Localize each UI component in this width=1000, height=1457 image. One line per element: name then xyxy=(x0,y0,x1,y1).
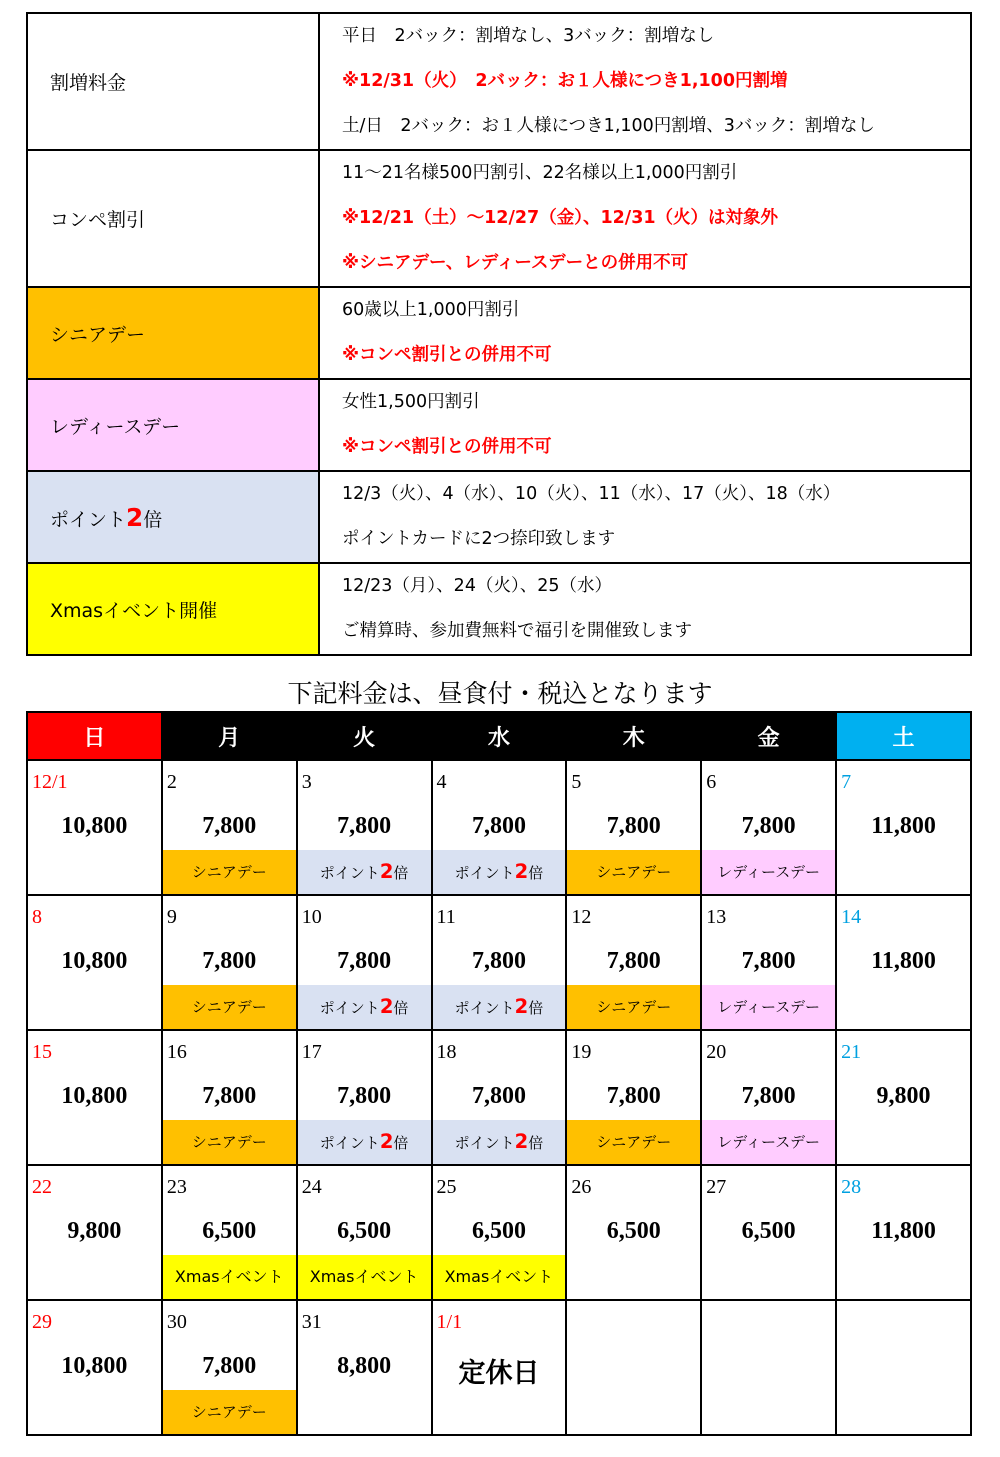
info-line: ポイントカードに2つ捺印致します xyxy=(342,529,616,549)
day-cell xyxy=(837,761,970,894)
calendar-day xyxy=(162,895,297,1030)
calendar-day xyxy=(27,1300,162,1435)
day-number: 20 xyxy=(706,1041,727,1063)
day-price: 10,800 xyxy=(61,1083,128,1109)
day-number: 31 xyxy=(301,1311,322,1333)
weekday-6: 土 xyxy=(836,712,971,760)
event-text: 倍 xyxy=(528,999,544,1017)
calendar-day xyxy=(162,1165,297,1300)
calendar-day xyxy=(432,1300,567,1435)
info-row xyxy=(27,471,971,563)
calendar-day xyxy=(836,760,971,895)
day-cell xyxy=(28,1031,161,1164)
day-number: 7 xyxy=(841,771,852,793)
calendar-day xyxy=(566,895,701,1030)
event-senior: シニアデー xyxy=(567,1120,700,1164)
day-cell xyxy=(433,761,566,894)
day-price: 7,800 xyxy=(741,948,796,974)
calendar-day xyxy=(701,1030,836,1165)
event-text: 倍 xyxy=(393,1134,409,1152)
day-number: 6 xyxy=(706,771,717,793)
event-number: 2 xyxy=(514,1130,529,1153)
info-line: 60歳以上1,000円割引 xyxy=(342,300,520,320)
day-number: 1/1 xyxy=(436,1311,463,1333)
day-cell xyxy=(28,1301,161,1434)
day-cell xyxy=(433,896,566,1029)
day-price: 9,800 xyxy=(67,1218,122,1244)
calendar-day xyxy=(297,760,432,895)
day-price: 11,800 xyxy=(871,948,936,974)
day-cell xyxy=(567,1301,700,1434)
day-price: 7,800 xyxy=(202,813,257,839)
day-cell xyxy=(702,1301,835,1434)
calendar-day xyxy=(297,895,432,1030)
calendar-day xyxy=(701,1165,836,1300)
event-senior: シニアデー xyxy=(163,1120,296,1164)
info-content xyxy=(319,379,971,471)
info-note: ※12/31（火） 2バック：お１人様につき1,100円割増 xyxy=(342,71,788,91)
day-number: 29 xyxy=(32,1311,52,1333)
day-cell xyxy=(298,1301,431,1434)
event-text: ポイント xyxy=(319,1134,380,1152)
day-number: 27 xyxy=(706,1176,727,1198)
info-line: 11～21名様500円割引、22名様以上1,000円割引 xyxy=(342,163,738,183)
day-cell xyxy=(433,1166,566,1299)
info-line: 土/日 2バック：お１人様につき1,100円割増、3バック：割増なし xyxy=(342,116,875,136)
day-number: 8 xyxy=(32,906,42,928)
info-content xyxy=(319,287,971,379)
day-price: 10,800 xyxy=(61,948,128,974)
info-note: ※コンペ割引との併用不可 xyxy=(342,437,552,457)
day-price: 7,800 xyxy=(337,1083,392,1109)
event-text: ポイント xyxy=(319,864,380,882)
day-number: 22 xyxy=(32,1176,52,1198)
calendar-week xyxy=(27,1165,971,1300)
weekday-2: 火 xyxy=(297,712,432,760)
day-price: 7,800 xyxy=(606,1083,661,1109)
event-point xyxy=(298,1120,431,1164)
event-number: 2 xyxy=(514,995,529,1018)
calendar-day xyxy=(566,760,701,895)
event-point xyxy=(433,985,566,1029)
day-number: 12/1 xyxy=(32,771,68,793)
info-label: 割増料金 xyxy=(27,13,319,150)
calendar-day xyxy=(836,895,971,1030)
event-senior: シニアデー xyxy=(163,985,296,1029)
event-text: 倍 xyxy=(528,864,544,882)
day-cell xyxy=(298,896,431,1029)
calendar-day xyxy=(566,1030,701,1165)
day-cell xyxy=(163,1301,296,1434)
day-price: 7,800 xyxy=(471,813,526,839)
day-number: 26 xyxy=(571,1176,592,1198)
calendar-day xyxy=(27,760,162,895)
info-label: シニアデー xyxy=(27,287,319,379)
info-content xyxy=(319,471,971,563)
weekday-0: 日 xyxy=(27,712,162,760)
calendar-week xyxy=(27,1030,971,1165)
calendar-day xyxy=(162,1300,297,1435)
calendar-day xyxy=(836,1300,971,1435)
info-line: 平日 2バック：割増なし、3バック：割増なし xyxy=(342,26,715,46)
day-number: 28 xyxy=(841,1176,862,1198)
day-price: 6,500 xyxy=(471,1218,526,1244)
info-note: ※シニアデー、レディースデーとの併用不可 xyxy=(342,253,689,273)
info-row xyxy=(27,563,971,655)
event-senior: シニアデー xyxy=(567,850,700,894)
info-line: ご精算時、参加費無料で福引を開催致します xyxy=(342,621,692,641)
day-price: 7,800 xyxy=(741,813,796,839)
info-note: ※12/21（土）～12/27（金）、12/31（火）は対象外 xyxy=(342,208,779,228)
info-row xyxy=(27,287,971,379)
day-number: 3 xyxy=(301,771,312,793)
info-row xyxy=(27,379,971,471)
calendar-day xyxy=(701,1300,836,1435)
calendar-day xyxy=(836,1030,971,1165)
day-number: 18 xyxy=(436,1041,457,1063)
calendar-day xyxy=(566,1165,701,1300)
info-label xyxy=(27,471,319,563)
day-price: 11,800 xyxy=(871,813,936,839)
day-cell xyxy=(163,1031,296,1164)
day-cell xyxy=(837,896,970,1029)
calendar-day xyxy=(297,1300,432,1435)
day-cell xyxy=(567,1031,700,1164)
day-price: 7,800 xyxy=(337,813,392,839)
event-text: ポイント xyxy=(454,864,515,882)
day-price: 7,800 xyxy=(202,1083,257,1109)
day-price: 6,500 xyxy=(202,1218,257,1244)
day-number: 19 xyxy=(571,1041,592,1063)
event-senior: シニアデー xyxy=(567,985,700,1029)
calendar-day xyxy=(27,1165,162,1300)
event-text: ポイント xyxy=(319,999,380,1017)
day-cell xyxy=(837,1301,970,1434)
calendar-day xyxy=(432,895,567,1030)
event-number: 2 xyxy=(379,995,394,1018)
calendar-day xyxy=(836,1165,971,1300)
event-number: 2 xyxy=(379,1130,394,1153)
calendar-day xyxy=(297,1030,432,1165)
info-line: 女性1,500円割引 xyxy=(342,392,480,412)
day-price: 7,800 xyxy=(606,813,661,839)
day-cell xyxy=(298,1166,431,1299)
calendar-week xyxy=(27,1300,971,1435)
calendar-day xyxy=(162,760,297,895)
info-label: コンペ割引 xyxy=(27,150,319,287)
day-cell xyxy=(702,1031,835,1164)
calendar-day xyxy=(432,760,567,895)
calendar-week xyxy=(27,760,971,895)
weekday-header xyxy=(27,712,971,760)
label-text: ポイント xyxy=(50,508,127,531)
calendar-day xyxy=(432,1030,567,1165)
calendar-day xyxy=(27,895,162,1030)
closed-label: 定休日 xyxy=(458,1358,540,1389)
day-cell xyxy=(28,1166,161,1299)
day-number: 24 xyxy=(301,1176,322,1198)
calendar-day xyxy=(297,1165,432,1300)
event-text: 倍 xyxy=(393,999,409,1017)
day-cell xyxy=(837,1166,970,1299)
day-price: 7,800 xyxy=(606,948,661,974)
weekday-4: 木 xyxy=(566,712,701,760)
day-cell xyxy=(837,1031,970,1164)
day-number: 12 xyxy=(571,906,592,928)
day-price: 10,800 xyxy=(61,813,128,839)
info-line: 12/3（火）、4（水）、10（火）、11（水）、17（火）、18（水） xyxy=(342,484,841,504)
event-point xyxy=(298,985,431,1029)
event-text: 倍 xyxy=(528,1134,544,1152)
day-price: 7,800 xyxy=(741,1083,796,1109)
day-cell xyxy=(567,761,700,894)
calendar-day xyxy=(701,760,836,895)
day-cell xyxy=(163,761,296,894)
event-xmas: Xmasイベント xyxy=(433,1255,566,1299)
calendar xyxy=(26,711,972,1436)
calendar-day xyxy=(27,1030,162,1165)
label-text: 倍 xyxy=(143,508,163,531)
info-note: ※コンペ割引との併用不可 xyxy=(342,345,552,365)
day-number: 30 xyxy=(166,1311,187,1333)
event-ladies: レディースデー xyxy=(702,1120,835,1164)
calendar-week xyxy=(27,895,971,1030)
day-price: 7,800 xyxy=(471,1083,526,1109)
day-price: 7,800 xyxy=(202,948,257,974)
day-number: 21 xyxy=(841,1041,862,1063)
day-price: 8,800 xyxy=(337,1353,392,1379)
day-price: 11,800 xyxy=(871,1218,936,1244)
day-price: 7,800 xyxy=(202,1353,257,1379)
event-point xyxy=(433,1120,566,1164)
event-point xyxy=(298,850,431,894)
day-number: 5 xyxy=(571,771,582,793)
event-senior: シニアデー xyxy=(163,850,296,894)
day-cell xyxy=(702,1166,835,1299)
event-text: 倍 xyxy=(393,864,409,882)
event-number: 2 xyxy=(514,860,529,883)
label-number: 2 xyxy=(126,502,144,532)
info-row xyxy=(27,150,971,287)
day-cell xyxy=(28,896,161,1029)
info-content xyxy=(319,563,971,655)
calendar-day xyxy=(566,1300,701,1435)
info-label: レディースデー xyxy=(27,379,319,471)
event-xmas: Xmasイベント xyxy=(298,1255,431,1299)
day-price: 10,800 xyxy=(61,1353,128,1379)
day-cell xyxy=(433,1301,566,1434)
day-number: 15 xyxy=(32,1041,52,1063)
day-cell xyxy=(163,896,296,1029)
event-ladies: レディースデー xyxy=(702,850,835,894)
day-price: 6,500 xyxy=(337,1218,392,1244)
weekday-3: 水 xyxy=(432,712,567,760)
day-cell xyxy=(163,1166,296,1299)
day-cell xyxy=(28,761,161,894)
info-line: 12/23（月）、24（火）、25（水） xyxy=(342,576,612,596)
info-table xyxy=(26,12,972,656)
event-senior: シニアデー xyxy=(163,1390,296,1434)
day-number: 16 xyxy=(166,1041,187,1063)
day-cell xyxy=(702,896,835,1029)
day-cell xyxy=(702,761,835,894)
day-number: 14 xyxy=(841,906,862,928)
info-content xyxy=(319,13,971,150)
day-cell xyxy=(567,1166,700,1299)
day-price: 9,800 xyxy=(876,1083,931,1109)
event-xmas: Xmasイベント xyxy=(163,1255,296,1299)
day-cell xyxy=(433,1031,566,1164)
info-row xyxy=(27,13,971,150)
day-price: 7,800 xyxy=(337,948,392,974)
day-price: 7,800 xyxy=(471,948,526,974)
event-text: ポイント xyxy=(454,1134,515,1152)
day-number: 23 xyxy=(166,1176,187,1198)
day-number: 9 xyxy=(166,906,177,928)
day-cell xyxy=(298,761,431,894)
event-ladies: レディースデー xyxy=(702,985,835,1029)
day-number: 2 xyxy=(166,771,177,793)
price-note: 下記料金は、昼食付・税込となります xyxy=(287,679,713,708)
day-price: 6,500 xyxy=(741,1218,796,1244)
day-number: 10 xyxy=(301,906,322,928)
day-cell xyxy=(567,896,700,1029)
day-number: 17 xyxy=(301,1041,322,1063)
calendar-day xyxy=(701,895,836,1030)
info-content xyxy=(319,150,971,287)
info-label: Xmasイベント開催 xyxy=(27,563,319,655)
day-cell xyxy=(298,1031,431,1164)
day-price: 6,500 xyxy=(606,1218,661,1244)
day-number: 11 xyxy=(436,906,456,928)
weekday-1: 月 xyxy=(162,712,297,760)
event-point xyxy=(433,850,566,894)
day-number: 25 xyxy=(436,1176,457,1198)
calendar-day xyxy=(162,1030,297,1165)
event-number: 2 xyxy=(379,860,394,883)
calendar-day xyxy=(432,1165,567,1300)
weekday-5: 金 xyxy=(701,712,836,760)
day-number: 4 xyxy=(436,771,447,793)
event-text: ポイント xyxy=(454,999,515,1017)
day-number: 13 xyxy=(706,906,727,928)
